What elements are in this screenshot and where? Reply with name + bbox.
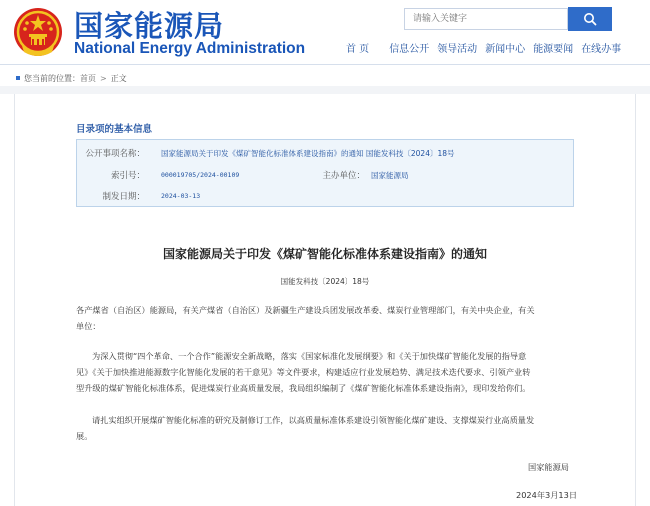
site-header xyxy=(0,0,650,68)
meta-row-date xyxy=(77,186,575,206)
nav-item-energy-news[interactable]: 能源要闻 xyxy=(533,44,574,55)
location-icon xyxy=(16,76,20,80)
meta-row-title xyxy=(77,143,575,163)
breadcrumb-separator: > xyxy=(100,73,107,83)
breadcrumb-bar xyxy=(0,86,650,94)
meta-info-box xyxy=(76,139,574,207)
meta-value-title: 国家能源局关于印发《煤矿智能化标准体系建设指南》的通知 国能发科技〔2024〕18号 xyxy=(161,148,455,158)
site-title-cn[interactable]: 国家能源局 xyxy=(74,9,225,43)
body-paragraph-2 xyxy=(76,412,534,444)
breadcrumb xyxy=(16,71,127,85)
nav-item-info-disclosure[interactable]: 信息公开 xyxy=(389,44,430,55)
signature-organization: 国家能源局 xyxy=(528,462,569,472)
meta-row-index xyxy=(77,165,575,185)
body-line: 型升级的煤矿智能化标准体系，促进煤炭行业高质量发展，我局组织编制了《煤矿智能化标准体系建设指南》，现印发给你们。 xyxy=(76,383,531,393)
addressee-paragraph xyxy=(76,302,535,334)
nav-item-leadership[interactable]: 领导活动 xyxy=(437,44,478,55)
breadcrumb-label: 您当前的位置： xyxy=(24,73,80,83)
document-title: 国家能源局关于印发《煤矿智能化标准体系建设指南》的通知 xyxy=(162,247,487,261)
body-line: 为深入贯彻“四个革命、一个合作”能源安全新战略，落实《国家标准化发展纲要》和《关于加快煤矿智能化发展的指导意 xyxy=(92,351,527,361)
addressee-line: 各产煤省（自治区）能源局，有关产煤省（自治区）及新疆生产建设兵团发展改革委、煤炭行业管理部门，有关中央企业，有关 xyxy=(76,305,535,315)
body-line: 展。 xyxy=(76,431,93,441)
search-button[interactable] xyxy=(568,7,612,31)
main-nav xyxy=(336,40,629,56)
meta-label-organizer: 主办单位： xyxy=(322,171,365,181)
meta-value-date: 2024-03-13 xyxy=(161,192,201,200)
addressee-line: 单位： xyxy=(76,321,101,331)
body-line: 见》《关于加快推进能源数字化智能化发展的若干意见》等文件要求，构建适应行业发展趋势、满足技术迭代要求、引领产业转 xyxy=(76,367,531,377)
search-icon xyxy=(583,12,597,26)
nav-item-home[interactable]: 首 页 xyxy=(346,44,370,55)
meta-value-organizer: 国家能源局 xyxy=(371,170,409,180)
national-emblem-icon[interactable] xyxy=(12,6,64,60)
meta-label-index: 索引号： xyxy=(110,171,145,181)
signature-date: 2024年3月13日 xyxy=(516,490,578,500)
body-line: 请扎实组织开展煤矿智能化标准的研究及制修订工作，以高质量标准体系建设引领智能化煤矿建设、支撑煤炭行业高质量发 xyxy=(92,415,535,425)
site-title-en[interactable]: National Energy Administration xyxy=(74,40,306,57)
search-input[interactable] xyxy=(404,8,568,30)
document-number: 国能发科技〔2024〕18号 xyxy=(280,277,370,286)
meta-heading: 目录项的基本信息 xyxy=(76,124,153,135)
nav-item-news-center[interactable]: 新闻中心 xyxy=(485,44,526,55)
header-divider xyxy=(0,64,650,65)
meta-label-date: 制发日期： xyxy=(102,192,145,202)
body-paragraph-1 xyxy=(76,348,530,396)
breadcrumb-current: 正文 xyxy=(110,73,127,83)
meta-label-title: 公开事项名称： xyxy=(85,149,145,159)
breadcrumb-home-link[interactable]: 首页 xyxy=(80,73,96,83)
nav-item-online-services[interactable]: 在线办事 xyxy=(581,44,622,55)
meta-value-index: 000019705/2024-00109 xyxy=(161,171,240,179)
